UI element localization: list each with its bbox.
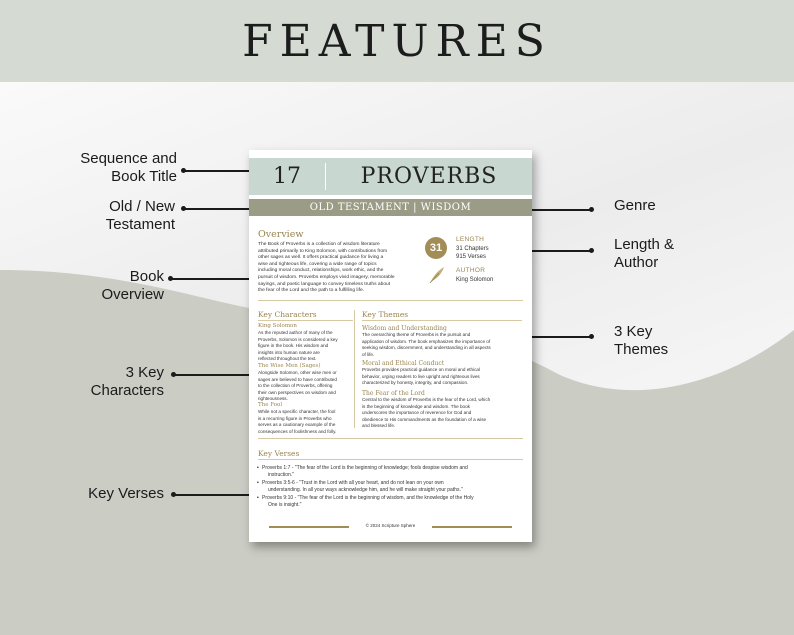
connector-dot xyxy=(171,492,176,497)
theme-text: The overarching theme of Proverbs is the pursuit and application of wisdom. The book emphasizes the importance of seeking wisdom, discernment, and understanding in all aspects of life. xyxy=(362,332,491,357)
length-chapters: 31 Chapters xyxy=(456,246,489,252)
callout-sequence-title: Sequence and Book Title xyxy=(80,150,177,185)
character-text: While not a specific character, the fool is a recurring figure in Proverbs who serves as a cautionary example of the consequences of foolishness and folly. xyxy=(258,409,337,434)
themes-underline xyxy=(362,320,522,321)
connector-dot xyxy=(181,206,186,211)
connector-line xyxy=(183,208,255,210)
genre-bar: OLD TESTAMENT | WISDOM xyxy=(249,199,532,216)
author-value: King Solomon xyxy=(456,277,494,283)
connector-dot xyxy=(589,248,594,253)
section-divider xyxy=(258,300,523,301)
connector-dot xyxy=(171,372,176,377)
connector-line xyxy=(170,278,255,280)
callout-characters: 3 Key Characters xyxy=(90,364,164,399)
overview-title: Overview xyxy=(258,229,304,240)
connector-line xyxy=(526,209,592,211)
connector-line xyxy=(173,494,255,496)
chapters-badge: 31 xyxy=(425,237,447,259)
footer-copyright: © 2024 Scripture Sphere xyxy=(365,523,416,528)
book-title: PROVERBS xyxy=(360,164,498,189)
character-text: As the reputed author of many of the Proverbs, Solomon is considered a key figure in the book. His wisdom and insights into human nature are reflected throughout the text. xyxy=(258,330,338,362)
character-name: The Wise Men (Sages) xyxy=(258,363,321,369)
themes-title: Key Themes xyxy=(362,310,409,319)
proverbs-page xyxy=(249,150,532,542)
length-label: LENGTH xyxy=(456,236,485,243)
callout-overview: Book Overview xyxy=(101,268,164,303)
callout-themes: 3 Key Themes xyxy=(614,323,669,358)
verse-item: Proverbs 3:5-6 - "Trust in the Lord with all your heart, and do not lean on your own understanding. In all your ways acknowledge him, and he will make straight your paths." xyxy=(262,480,463,493)
callout-key-verses: Key Verses xyxy=(88,485,164,502)
theme-text: Central to the wisdom of Proverbs is the fear of the Lord, which is the beginning of knowledge and wisdom. The book underscores the importance of reverence for God and obedience to His commandments as the foundation of a wise and blessed life. xyxy=(362,397,491,429)
quill-icon xyxy=(427,265,447,285)
connector-line xyxy=(526,250,592,252)
book-sequence-number: 17 xyxy=(273,164,301,189)
connector-line xyxy=(526,336,592,338)
character-text: Alongside Solomon, other wise men or sages are believed to have contributed to the collection of Proverbs, offering their own perspectives on wisdom and righteousness. xyxy=(258,370,337,402)
connector-dot xyxy=(589,334,594,339)
connector-dot xyxy=(168,276,173,281)
features-title: FEATURES xyxy=(242,16,552,67)
bullet-dot: • xyxy=(257,495,259,501)
callout-length-author: Length & Author xyxy=(614,236,675,271)
theme-name: Wisdom and Understanding xyxy=(362,325,447,332)
character-name: King Solomon xyxy=(258,323,297,329)
overview-text: The Book of Proverbs is a collection of wisdom literature attributed primarily to King Solomon, with contributions from other sages as well. It offers practical guidance for living a wise and righteous life, covering a wide range of topics including moral conduct, relationships, work ethic, and the pursuit of wisdom. Proverbs employs vivid imagery, memorable sayings, and poetic language to convey timeless truths about the fear of the Lord and the path to a fulfilling life. xyxy=(258,242,395,294)
bullet-dot: • xyxy=(257,480,259,486)
title-band xyxy=(249,158,532,195)
bullet-dot: • xyxy=(257,465,259,471)
verses-title: Key Verses xyxy=(258,449,300,458)
theme-text: Proverbs provides practical guidance on moral and ethical behavior, urging readers to live upright and righteous lives characterized by honesty, integrity, and compassion. xyxy=(362,367,480,386)
characters-title: Key Characters xyxy=(258,310,317,319)
verse-item: Proverbs 1:7 - "The fear of the Lord is the beginning of knowledge; fools despise wisdom and instruction." xyxy=(262,465,468,478)
connector-line xyxy=(173,374,255,376)
column-divider xyxy=(354,310,355,428)
callout-genre: Genre xyxy=(614,197,656,214)
theme-name: Moral and Ethical Conduct xyxy=(362,360,445,367)
verses-underline xyxy=(258,459,523,460)
theme-name: The Fear of the Lord xyxy=(362,390,425,397)
character-name: The Fool xyxy=(258,402,283,408)
connector-line xyxy=(183,170,255,172)
section-divider xyxy=(258,438,523,439)
characters-underline xyxy=(258,320,353,321)
author-label: AUTHOR xyxy=(456,267,486,274)
verse-item: Proverbs 9:10 - "The fear of the Lord is the beginning of wisdom, and the knowledge of the Holy One is insight." xyxy=(262,495,474,508)
callout-testament: Old / New Testament xyxy=(105,198,175,233)
connector-dot xyxy=(589,207,594,212)
connector-dot xyxy=(181,168,186,173)
length-verses: 915 Verses xyxy=(456,254,487,260)
